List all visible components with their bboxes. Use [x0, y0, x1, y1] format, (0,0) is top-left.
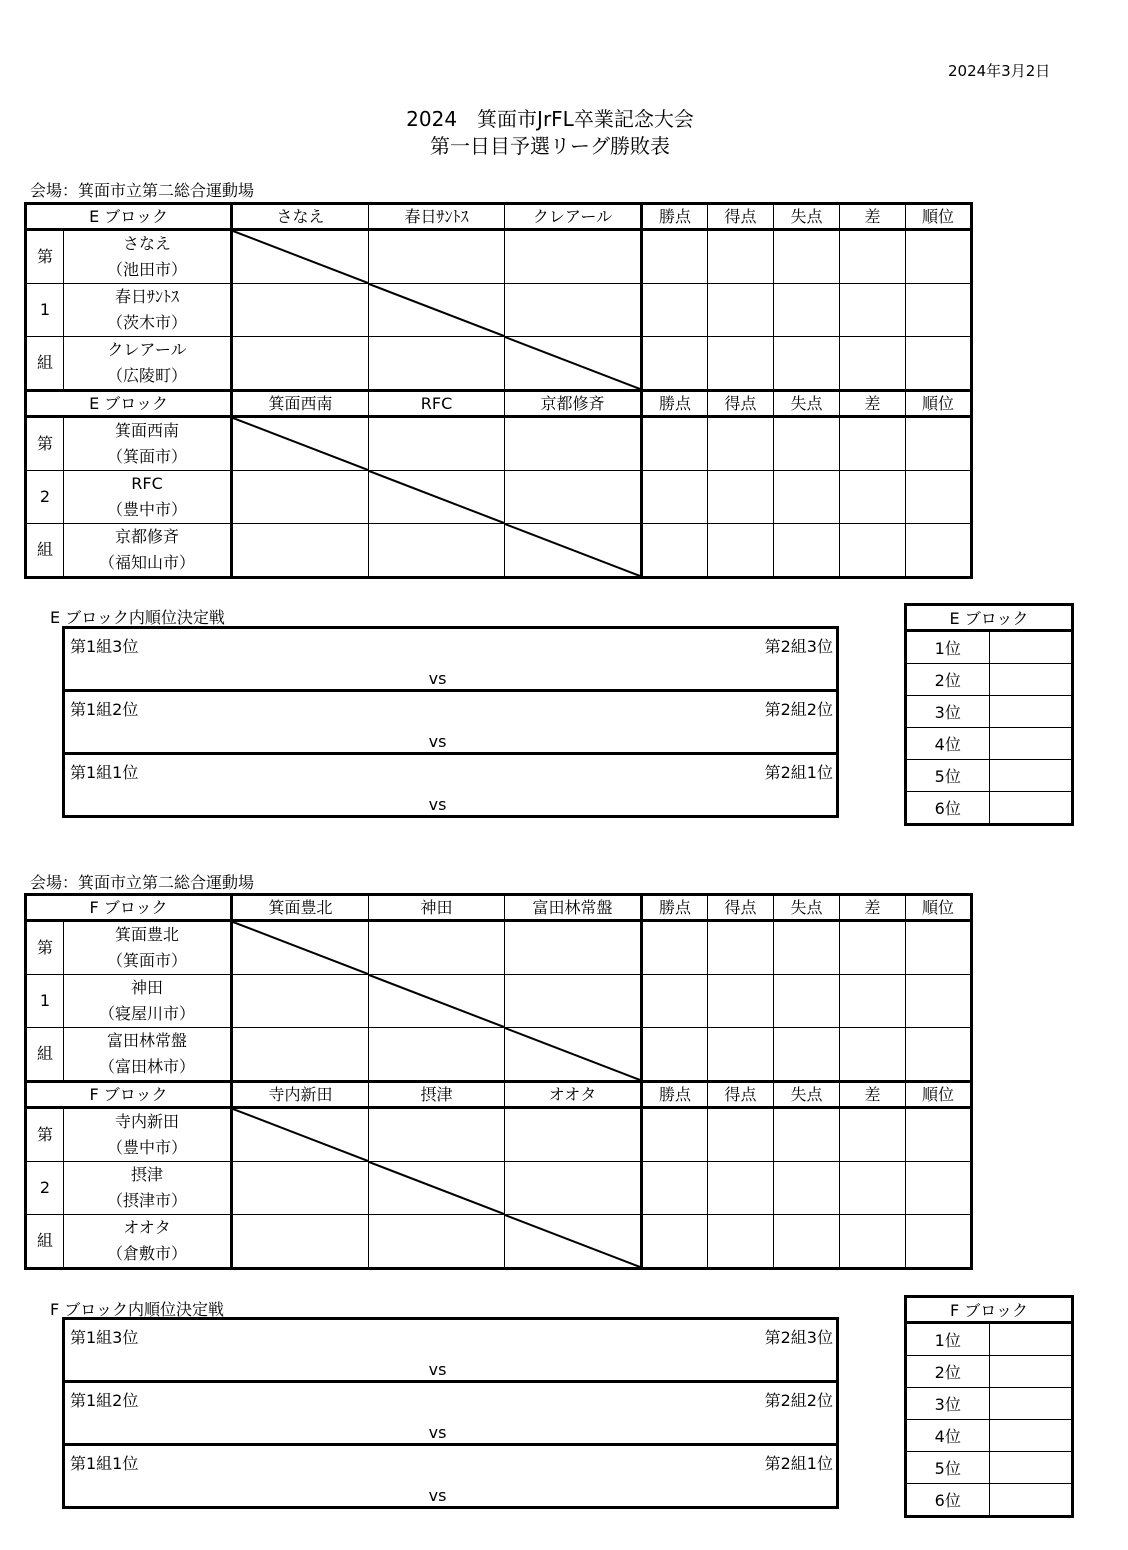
ranking-match[interactable] — [65, 629, 836, 692]
rank-place: 2位 — [906, 1356, 990, 1388]
group-char: 組 — [26, 337, 64, 391]
result-cell[interactable] — [906, 230, 972, 284]
team-cell — [64, 1108, 232, 1162]
result-cell[interactable] — [642, 975, 708, 1028]
team-city: （寝屋川市） — [99, 1004, 196, 1023]
match-right-team: 第2組1位 — [764, 1454, 833, 1473]
rank-row — [906, 1420, 1073, 1452]
self-match-cell[interactable] — [505, 524, 642, 578]
ranking-match-title: E ブロック内順位決定戦 — [50, 608, 225, 627]
rank-table-title: F ブロック — [906, 1297, 1073, 1323]
team-city: （豊中市） — [107, 500, 188, 519]
score-cell[interactable] — [369, 417, 505, 471]
result-header: 勝点 — [642, 391, 708, 417]
rank-team-cell[interactable] — [989, 1388, 1073, 1420]
score-cell[interactable] — [505, 975, 642, 1028]
team-name: 箕面豊北 — [115, 925, 180, 944]
self-match-cell[interactable] — [232, 230, 369, 284]
rank-row — [906, 792, 1073, 825]
match-right-team: 第2組1位 — [764, 763, 833, 782]
score-cell[interactable] — [232, 1162, 369, 1215]
rank-place: 1位 — [906, 1323, 990, 1356]
score-cell[interactable] — [369, 1215, 505, 1269]
opponent-header: クレアール — [505, 204, 642, 230]
rank-row — [906, 728, 1073, 760]
score-cell[interactable] — [505, 417, 642, 471]
league-table — [24, 202, 973, 579]
block-label: F ブロック — [26, 1082, 232, 1108]
rank-row — [906, 696, 1073, 728]
diagonal-line — [233, 1109, 368, 1161]
result-header: 失点 — [774, 391, 840, 417]
rank-place: 2位 — [906, 664, 990, 696]
rank-place: 6位 — [906, 792, 990, 825]
result-cell[interactable] — [774, 1162, 840, 1215]
group-char: 第 — [26, 1108, 64, 1162]
diagonal-line — [369, 471, 504, 523]
rank-row — [906, 1452, 1073, 1484]
final-rank-table — [904, 1295, 1074, 1518]
team-cell — [64, 230, 232, 284]
self-match-cell[interactable] — [505, 1215, 642, 1269]
ranking-match[interactable] — [65, 692, 836, 755]
opponent-header: 摂津 — [369, 1082, 505, 1108]
result-header: 勝点 — [642, 204, 708, 230]
result-cell[interactable] — [642, 284, 708, 337]
result-header: 失点 — [774, 204, 840, 230]
team-row — [26, 230, 972, 284]
result-cell[interactable] — [906, 975, 972, 1028]
group-char: 第 — [26, 921, 64, 975]
result-cell[interactable] — [708, 1028, 774, 1082]
score-cell[interactable] — [232, 284, 369, 337]
result-header: 勝点 — [642, 895, 708, 921]
result-cell[interactable] — [708, 1108, 774, 1162]
rank-team-cell[interactable] — [989, 1452, 1073, 1484]
self-match-cell[interactable] — [505, 337, 642, 391]
ranking-matches — [62, 626, 839, 818]
result-cell[interactable] — [906, 284, 972, 337]
team-name: 寺内新田 — [115, 1112, 180, 1131]
ranking-match[interactable] — [65, 1383, 836, 1446]
document-subtitle: 第一日目予選リーグ勝敗表 — [430, 134, 670, 158]
team-row — [26, 1028, 972, 1082]
opponent-header: 箕面西南 — [232, 391, 369, 417]
opponent-header: さなえ — [232, 204, 369, 230]
diagonal-line — [505, 337, 640, 389]
team-city: （福知山市） — [99, 553, 196, 572]
diagonal-line — [369, 975, 504, 1027]
opponent-header: 富田林常盤 — [505, 895, 642, 921]
venue-label: 会場：箕面市立第二総合運動場 — [30, 181, 255, 200]
diagonal-line — [505, 1215, 640, 1267]
group-char: 組 — [26, 1215, 64, 1269]
result-header: 失点 — [774, 1082, 840, 1108]
result-cell[interactable] — [840, 921, 906, 975]
document-title: 2024 箕面市JrFL卒業記念大会 — [406, 107, 694, 131]
score-cell[interactable] — [232, 337, 369, 391]
team-name: 箕面西南 — [115, 421, 180, 440]
opponent-header: 箕面豊北 — [232, 895, 369, 921]
team-name: 神田 — [131, 978, 164, 997]
block-label: F ブロック — [26, 895, 232, 921]
score-cell[interactable] — [505, 1162, 642, 1215]
league-header-row — [26, 1082, 972, 1108]
team-city: （箕面市） — [107, 447, 188, 466]
vs-label: vs — [428, 1423, 447, 1442]
result-cell[interactable] — [642, 921, 708, 975]
rank-place: 5位 — [906, 760, 990, 792]
team-city: （倉敷市） — [107, 1244, 188, 1263]
result-header: 失点 — [774, 895, 840, 921]
venue-label: 会場：箕面市立第二総合運動場 — [30, 873, 255, 892]
score-cell[interactable] — [232, 524, 369, 578]
diagonal-line — [233, 418, 368, 470]
result-cell[interactable] — [708, 921, 774, 975]
rank-row — [906, 1388, 1073, 1420]
match-left-team: 第1組3位 — [70, 1328, 139, 1347]
result-cell[interactable] — [840, 337, 906, 391]
result-header: 順位 — [906, 895, 972, 921]
team-city: （池田市） — [107, 260, 188, 279]
team-city: （富田林市） — [99, 1057, 196, 1076]
result-cell[interactable] — [642, 337, 708, 391]
result-cell[interactable] — [642, 1108, 708, 1162]
result-cell[interactable] — [774, 471, 840, 524]
result-cell[interactable] — [708, 1162, 774, 1215]
rank-row — [906, 631, 1073, 664]
match-right-team: 第2組2位 — [764, 700, 833, 719]
team-row — [26, 1215, 972, 1269]
team-row — [26, 417, 972, 471]
team-name: 富田林常盤 — [107, 1031, 188, 1050]
opponent-header: 寺内新田 — [232, 1082, 369, 1108]
team-name: オオタ — [123, 1218, 171, 1237]
result-cell[interactable] — [840, 975, 906, 1028]
result-header: 得点 — [708, 391, 774, 417]
match-left-team: 第1組2位 — [70, 700, 139, 719]
self-match-cell[interactable] — [369, 975, 505, 1028]
rank-place: 3位 — [906, 696, 990, 728]
opponent-header: 京都修斉 — [505, 391, 642, 417]
ranking-match[interactable] — [65, 1320, 836, 1383]
result-cell[interactable] — [840, 524, 906, 578]
ranking-matches — [62, 1317, 839, 1509]
team-city: （茨木市） — [107, 313, 188, 332]
team-cell — [64, 471, 232, 524]
rank-row — [906, 1323, 1073, 1356]
result-cell[interactable] — [774, 921, 840, 975]
group-char: 組 — [26, 1028, 64, 1082]
team-cell — [64, 975, 232, 1028]
result-cell[interactable] — [840, 230, 906, 284]
rank-place: 3位 — [906, 1388, 990, 1420]
result-cell[interactable] — [906, 921, 972, 975]
self-match-cell[interactable] — [369, 1162, 505, 1215]
self-match-cell[interactable] — [505, 1028, 642, 1082]
score-cell[interactable] — [232, 1028, 369, 1082]
result-cell[interactable] — [708, 230, 774, 284]
result-cell[interactable] — [774, 975, 840, 1028]
rank-row — [906, 664, 1073, 696]
score-cell[interactable] — [505, 284, 642, 337]
result-cell[interactable] — [708, 417, 774, 471]
rank-place: 6位 — [906, 1484, 990, 1517]
team-row — [26, 921, 972, 975]
final-rank-table — [904, 603, 1074, 826]
result-cell[interactable] — [708, 284, 774, 337]
group-char: 2 — [26, 471, 64, 524]
self-match-cell[interactable] — [232, 417, 369, 471]
result-header: 得点 — [708, 204, 774, 230]
score-cell[interactable] — [369, 337, 505, 391]
result-cell[interactable] — [840, 417, 906, 471]
team-row — [26, 471, 972, 524]
league-header-row — [26, 204, 972, 230]
group-char: 1 — [26, 284, 64, 337]
team-row — [26, 1162, 972, 1215]
team-name: 春日ｻﾝﾄｽ — [115, 287, 180, 306]
result-cell[interactable] — [774, 417, 840, 471]
result-cell[interactable] — [774, 1215, 840, 1269]
score-cell[interactable] — [505, 1108, 642, 1162]
rank-table-title: E ブロック — [906, 605, 1073, 631]
result-header: 差 — [840, 895, 906, 921]
rank-place: 4位 — [906, 1420, 990, 1452]
league-header-row — [26, 895, 972, 921]
vs-label: vs — [428, 669, 447, 688]
team-cell — [64, 1215, 232, 1269]
rank-place: 1位 — [906, 631, 990, 664]
rank-team-cell[interactable] — [989, 792, 1073, 825]
score-cell[interactable] — [369, 1108, 505, 1162]
rank-team-cell[interactable] — [989, 1356, 1073, 1388]
self-match-cell[interactable] — [369, 471, 505, 524]
result-cell[interactable] — [906, 417, 972, 471]
rank-row — [906, 1356, 1073, 1388]
team-cell — [64, 1028, 232, 1082]
result-cell[interactable] — [906, 524, 972, 578]
result-header: 順位 — [906, 204, 972, 230]
ranking-match[interactable] — [65, 755, 836, 815]
result-cell[interactable] — [906, 471, 972, 524]
diagonal-line — [369, 284, 504, 336]
team-cell — [64, 337, 232, 391]
diagonal-line — [369, 1162, 504, 1214]
vs-label: vs — [428, 795, 447, 814]
result-cell[interactable] — [840, 471, 906, 524]
result-cell[interactable] — [642, 471, 708, 524]
team-cell — [64, 524, 232, 578]
team-name: クレアール — [107, 340, 187, 359]
group-char: 組 — [26, 524, 64, 578]
team-row — [26, 1108, 972, 1162]
result-cell[interactable] — [840, 1215, 906, 1269]
result-cell[interactable] — [708, 337, 774, 391]
team-name: 摂津 — [131, 1165, 164, 1184]
result-cell[interactable] — [708, 975, 774, 1028]
score-cell[interactable] — [232, 1215, 369, 1269]
result-header: 差 — [840, 391, 906, 417]
ranking-match[interactable] — [65, 1446, 836, 1506]
result-cell[interactable] — [642, 230, 708, 284]
rank-team-cell[interactable] — [989, 696, 1073, 728]
diagonal-line — [505, 1028, 640, 1080]
opponent-header: 神田 — [369, 895, 505, 921]
result-header: 差 — [840, 1082, 906, 1108]
result-header: 順位 — [906, 1082, 972, 1108]
team-name: さなえ — [123, 234, 172, 253]
rank-team-cell[interactable] — [989, 728, 1073, 760]
block-label: E ブロック — [26, 204, 232, 230]
team-name: RFC — [131, 474, 163, 493]
team-cell — [64, 921, 232, 975]
match-left-team: 第1組1位 — [70, 1454, 139, 1473]
match-right-team: 第2組3位 — [764, 637, 833, 656]
opponent-header: RFC — [369, 391, 505, 417]
self-match-cell[interactable] — [232, 921, 369, 975]
result-cell[interactable] — [840, 1028, 906, 1082]
result-cell[interactable] — [708, 1215, 774, 1269]
rank-team-cell[interactable] — [989, 760, 1073, 792]
document-date: 2024年3月2日 — [948, 62, 1051, 80]
result-header: 得点 — [708, 895, 774, 921]
score-cell[interactable] — [505, 230, 642, 284]
ranking-match-title: F ブロック内順位決定戦 — [50, 1300, 224, 1319]
team-cell — [64, 284, 232, 337]
rank-team-cell[interactable] — [989, 1420, 1073, 1452]
group-char: 第 — [26, 417, 64, 471]
vs-label: vs — [428, 1360, 447, 1379]
score-cell[interactable] — [369, 524, 505, 578]
team-city: （摂津市） — [107, 1191, 188, 1210]
team-row — [26, 524, 972, 578]
diagonal-line — [233, 231, 368, 283]
score-cell[interactable] — [369, 230, 505, 284]
result-header: 順位 — [906, 391, 972, 417]
score-cell[interactable] — [232, 975, 369, 1028]
result-cell[interactable] — [906, 1028, 972, 1082]
result-cell[interactable] — [774, 337, 840, 391]
match-right-team: 第2組3位 — [764, 1328, 833, 1347]
result-cell[interactable] — [774, 230, 840, 284]
result-cell[interactable] — [906, 1215, 972, 1269]
team-cell — [64, 1162, 232, 1215]
match-right-team: 第2組2位 — [764, 1391, 833, 1410]
score-cell[interactable] — [505, 921, 642, 975]
result-cell[interactable] — [840, 284, 906, 337]
block-label: E ブロック — [26, 391, 232, 417]
self-match-cell[interactable] — [232, 1108, 369, 1162]
score-cell[interactable] — [232, 471, 369, 524]
rank-team-cell[interactable] — [989, 664, 1073, 696]
result-cell[interactable] — [708, 471, 774, 524]
result-cell[interactable] — [840, 1162, 906, 1215]
result-cell[interactable] — [906, 337, 972, 391]
result-cell[interactable] — [906, 1108, 972, 1162]
rank-row — [906, 760, 1073, 792]
diagonal-line — [505, 524, 640, 576]
diagonal-line — [233, 922, 368, 974]
vs-label: vs — [428, 1486, 447, 1505]
group-char: 第 — [26, 230, 64, 284]
rank-team-cell[interactable] — [989, 1323, 1073, 1356]
score-cell[interactable] — [369, 1028, 505, 1082]
team-city: （箕面市） — [107, 951, 188, 970]
score-cell[interactable] — [505, 471, 642, 524]
result-cell[interactable] — [906, 1162, 972, 1215]
team-name: 京都修斉 — [115, 527, 180, 546]
match-left-team: 第1組1位 — [70, 763, 139, 782]
result-header: 差 — [840, 204, 906, 230]
team-city: （広陵町） — [107, 366, 188, 385]
match-left-team: 第1組2位 — [70, 1391, 139, 1410]
group-char: 1 — [26, 975, 64, 1028]
result-cell[interactable] — [642, 1215, 708, 1269]
result-cell[interactable] — [774, 1108, 840, 1162]
result-header: 勝点 — [642, 1082, 708, 1108]
result-cell[interactable] — [840, 1108, 906, 1162]
result-cell[interactable] — [774, 1028, 840, 1082]
team-city: （豊中市） — [107, 1138, 188, 1157]
opponent-header: 春日ｻﾝﾄｽ — [369, 204, 505, 230]
group-char: 2 — [26, 1162, 64, 1215]
result-cell[interactable] — [642, 417, 708, 471]
match-left-team: 第1組3位 — [70, 637, 139, 656]
result-cell[interactable] — [774, 284, 840, 337]
result-header: 得点 — [708, 1082, 774, 1108]
league-header-row — [26, 391, 972, 417]
rank-row — [906, 1484, 1073, 1517]
result-cell[interactable] — [642, 524, 708, 578]
vs-label: vs — [428, 732, 447, 751]
league-table — [24, 893, 973, 1270]
rank-place: 4位 — [906, 728, 990, 760]
score-cell[interactable] — [369, 921, 505, 975]
team-cell — [64, 417, 232, 471]
result-cell[interactable] — [774, 524, 840, 578]
result-cell[interactable] — [708, 524, 774, 578]
rank-team-cell[interactable] — [989, 631, 1073, 664]
opponent-header: オオタ — [505, 1082, 642, 1108]
result-cell[interactable] — [642, 1162, 708, 1215]
rank-place: 5位 — [906, 1452, 990, 1484]
team-row — [26, 337, 972, 391]
rank-team-cell[interactable] — [989, 1484, 1073, 1517]
team-row — [26, 284, 972, 337]
self-match-cell[interactable] — [369, 284, 505, 337]
team-row — [26, 975, 972, 1028]
result-cell[interactable] — [642, 1028, 708, 1082]
